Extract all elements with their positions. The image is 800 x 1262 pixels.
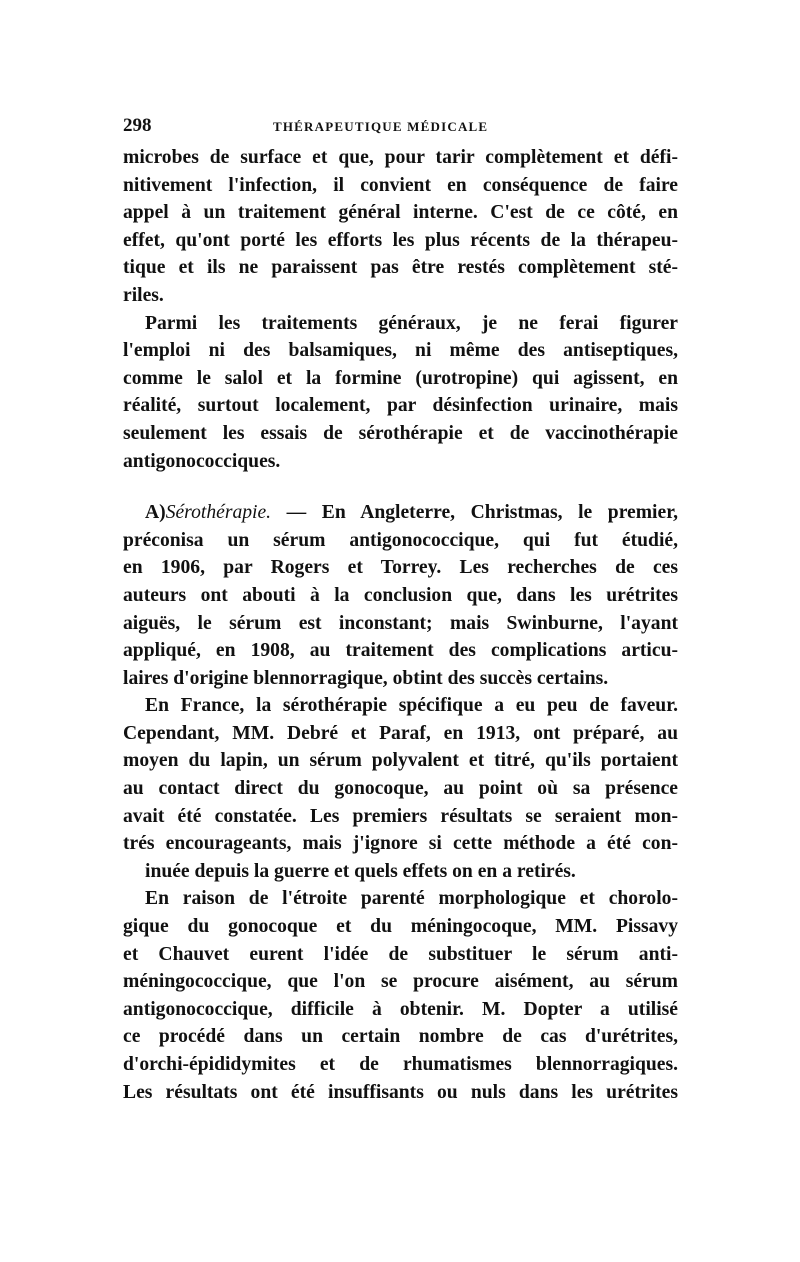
text-line: microbes de surface et que, pour tarir complètement et défi- bbox=[123, 147, 678, 168]
text-line: appliqué, en 1908, au traitement des complications articu- bbox=[123, 640, 678, 662]
paragraph-4 bbox=[123, 692, 678, 885]
paragraph-serotherapie bbox=[123, 499, 678, 692]
paragraph-2 bbox=[123, 310, 678, 476]
page-number: 298 bbox=[123, 115, 152, 136]
text-line: ce procédé dans un certain nombre de cas d'urétrites, bbox=[123, 1026, 678, 1048]
text-line: antigonococcique, difficile à obtenir. M. Dopter a utilisé bbox=[123, 998, 678, 1020]
text-line: tique et ils ne paraissent pas être restés complètement sté- bbox=[123, 257, 678, 279]
text-line: Les résultats ont été insuffisants ou nuls dans les urétrites bbox=[123, 1081, 678, 1103]
section-first-line bbox=[123, 499, 678, 527]
text-line: antigonococciques. bbox=[123, 450, 281, 472]
paragraph-5 bbox=[123, 885, 678, 1106]
text-line: appel à un traitement général interne. C'est de ce côté, en bbox=[123, 202, 678, 224]
text-line: préconisa un sérum antigonococcique, qui fut étudié, bbox=[123, 529, 678, 551]
paragraph-1 bbox=[123, 144, 678, 310]
text-line: effet, qu'ont porté les efforts les plus récents de la thérapeu- bbox=[123, 229, 678, 251]
book-page bbox=[123, 112, 678, 1106]
text-line: Cependant, MM. Debré et Paraf, en 1913, ont préparé, au bbox=[123, 722, 678, 744]
text-line: laires d'origine blennorragique, obtint des succès certains. bbox=[123, 667, 609, 689]
text-line: inuée depuis la guerre et quels effets on en a retirés. bbox=[145, 860, 576, 882]
text-line: Parmi les traitements généraux, je ne ferai figurer bbox=[145, 312, 678, 334]
text-line: au contact direct du gonocoque, au point où sa présence bbox=[123, 778, 678, 800]
text-line: auteurs ont abouti à la conclusion que, dans les urétrites bbox=[123, 584, 678, 606]
text-line: en 1906, par Rogers et Torrey. Les recherches de ces bbox=[123, 557, 678, 579]
body-text bbox=[123, 144, 678, 1106]
text-line: méningococcique, que l'on se procure aisément, au sérum bbox=[123, 971, 678, 993]
section-gap bbox=[123, 475, 678, 499]
text-line: seulement les essais de sérothérapie et de vaccinothérapie bbox=[123, 422, 678, 444]
text-line: et Chauvet eurent l'idée de substituer le sérum anti- bbox=[123, 943, 678, 965]
text-line: riles. bbox=[123, 284, 164, 306]
section-first-line-text: — En Angleterre, Christmas, le premier, bbox=[271, 502, 678, 524]
text-line: En raison de l'étroite parenté morphologique et chorolo- bbox=[145, 888, 678, 910]
text-line: avait été constatée. Les premiers résultats se seraient mon- bbox=[123, 805, 678, 827]
text-line: trés encourageants, mais j'ignore si cette méthode a été con- bbox=[123, 833, 678, 855]
running-head bbox=[123, 112, 678, 144]
section-label: A) bbox=[145, 502, 166, 524]
text-line: comme le salol et la formine (urotropine) qui agissent, en bbox=[123, 367, 678, 389]
text-line: réalité, surtout localement, par désinfection urinaire, mais bbox=[123, 395, 678, 417]
running-title: THÉRAPEUTIQUE MÉDICALE bbox=[273, 119, 489, 134]
text-line: gique du gonocoque et du méningocoque, MM. Pissavy bbox=[123, 916, 678, 938]
text-line: En France, la sérothérapie spécifique a eu peu de faveur. bbox=[145, 695, 678, 717]
section-heading: Sérothérapie. bbox=[165, 502, 272, 524]
text-line: aiguës, le sérum est inconstant; mais Swinburne, l'ayant bbox=[123, 612, 678, 634]
text-line: moyen du lapin, un sérum polyvalent et titré, qu'ils portaient bbox=[123, 750, 678, 772]
text-line: d'orchi-épididymites et de rhumatismes blennorragiques. bbox=[123, 1054, 678, 1075]
text-line: nitivement l'infection, il convient en conséquence de faire bbox=[123, 174, 678, 196]
text-line: l'emploi ni des balsamiques, ni même des antiseptiques, bbox=[123, 340, 678, 362]
